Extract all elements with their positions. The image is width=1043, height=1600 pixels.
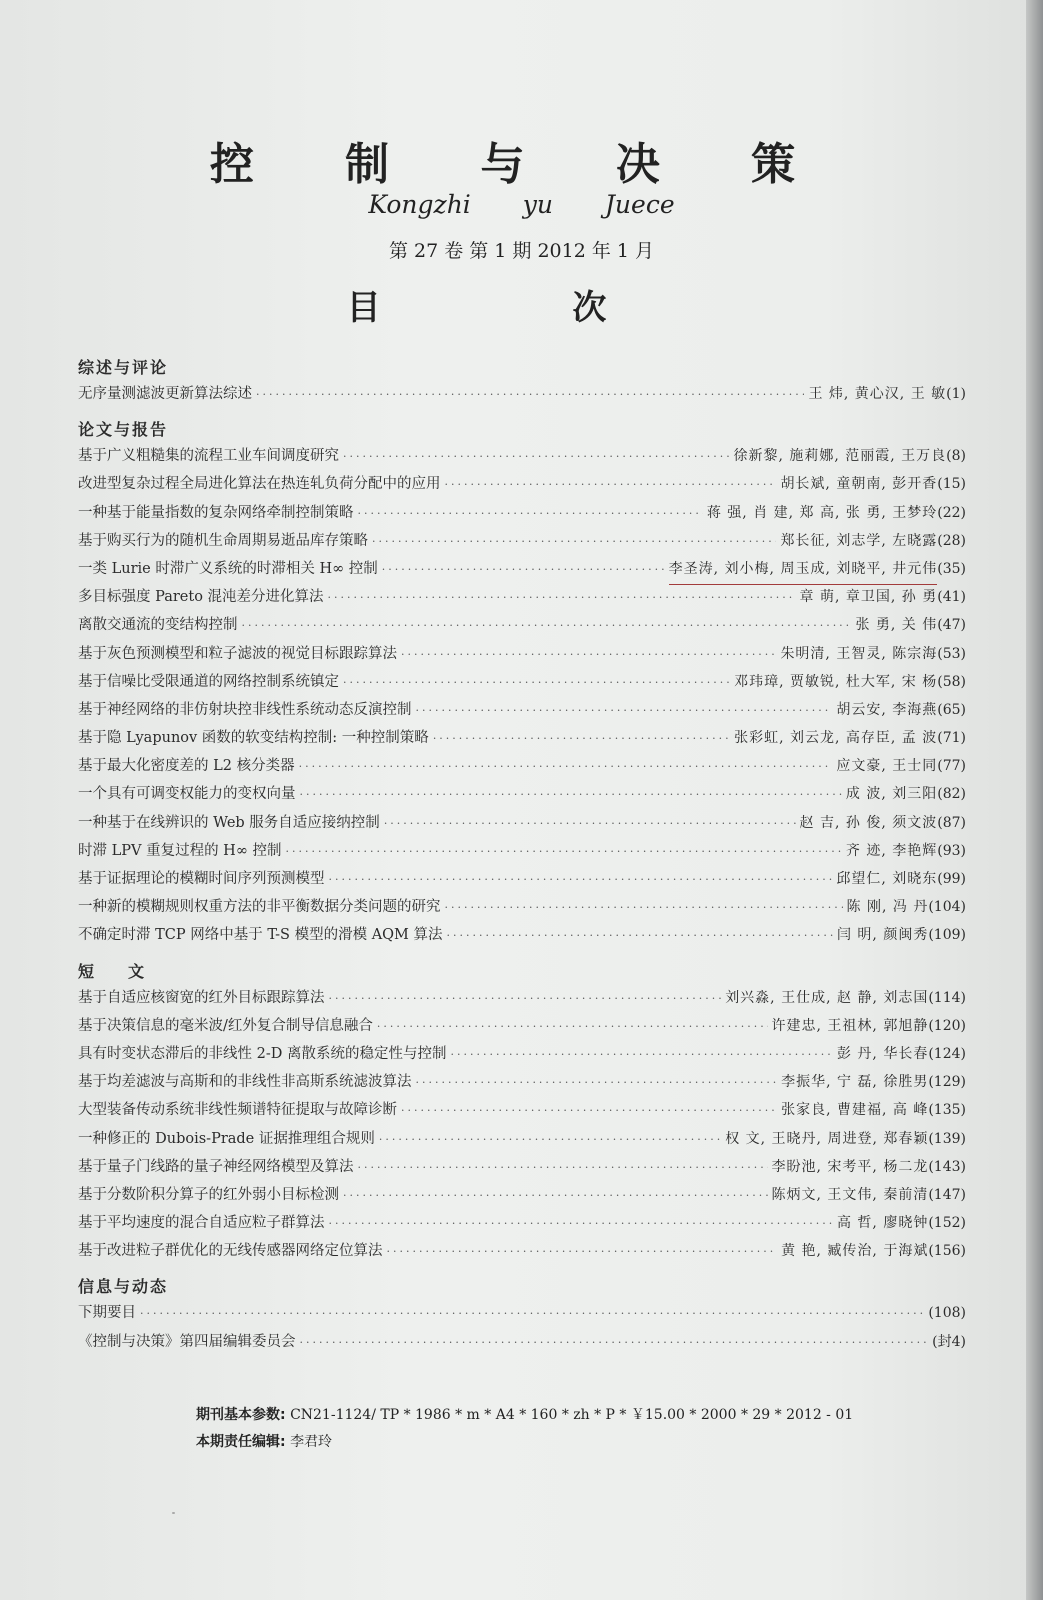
toc-entry[interactable] [78,837,966,865]
toc-entry[interactable] [78,921,966,949]
section-heading: 综述与评论 [78,358,169,377]
entry-authors: 章 萌, 章卫国, 孙 勇 [799,589,938,606]
dot-leader [300,781,842,809]
params-label: 期刊基本参数: [196,1407,286,1423]
entry-title: 基于分数阶积分算子的红外弱小目标检测 [78,1186,339,1203]
dot-leader [387,1238,778,1266]
entry-authors: 陈炳文, 王文伟, 秦前清 [771,1186,929,1203]
entry-page: (53) [937,645,966,662]
dot-leader [377,1013,768,1041]
entry-authors: 许建忠, 王祖林, 郭旭静 [771,1017,929,1034]
toc-entry[interactable] [78,380,966,408]
entry-page: (15) [937,476,966,493]
entry-page: (35) [937,560,966,577]
table-of-contents [78,352,966,1356]
entry-authors: 王 炜, 黄心汉, 王 敏 [808,386,947,402]
toc-entry[interactable] [78,583,966,611]
dot-leader [358,1154,768,1182]
section-heading: 论文与报告 [78,420,169,440]
entry-title: 改进型复杂过程全局进化算法在热连轧负荷分配中的应用 [78,476,441,493]
entry-page: (封4) [932,1333,966,1350]
entry-authors: 黄 艳, 臧传治, 于海斌 [781,1243,929,1260]
entry-title: 基于量子门线路的量子神经网络模型及算法 [78,1158,354,1175]
entry-title: 基于灰色预测模型和粒子滤波的视觉目标跟踪算法 [78,645,397,662]
entry-title: 一个具有可调变权能力的变权向量 [78,786,296,803]
dot-leader [140,1300,924,1328]
params-value: CN21-1124/ TP * 1986 * m * A4 * 160 * zh * P * ￥15.00 * 2000 * 29 * 2012 - 01 [290,1407,854,1423]
entry-authors: 齐 迹, 李艳辉 [845,842,938,859]
dot-leader [445,471,777,499]
section-heading: 信息与动态 [78,1277,169,1297]
entry-page: (104) [928,899,966,916]
toc-entry[interactable] [78,809,966,837]
entry-authors: 李振华, 宁 磊, 徐胜男 [781,1074,929,1091]
dot-leader [328,584,796,612]
contents-heading: 目 次 [346,288,697,328]
toc-entry[interactable] [78,865,966,893]
entry-page: (8) [946,448,966,465]
toc-entry[interactable] [78,752,966,780]
entry-page: (82) [937,786,966,803]
entry-title: 大型装备传动系统非线性频谱特征提取与故障诊断 [78,1102,397,1119]
entry-authors: 邱望仁, 刘晓东 [836,871,938,887]
entry-page: (58) [937,673,966,690]
dot-leader [416,1069,778,1097]
entry-page: (65) [937,701,966,718]
toc-entry[interactable] [78,1040,966,1068]
editor-line [196,1429,853,1456]
entry-page: (109) [928,927,966,944]
entry-authors: 胡长斌, 童朝南, 彭开香 [780,476,938,493]
entry-title: 离散交通流的变结构控制 [78,617,238,634]
entry-title: 基于最大化密度差的 L2 核分类器 [78,758,295,775]
entry-page: (124) [928,1045,966,1062]
entry-page: (139) [928,1130,966,1147]
entry-title: 基于改进粒子群优化的无线传感器网络定位算法 [78,1243,383,1260]
entry-authors: 成 波, 刘三阳 [845,786,938,803]
entry-page: (1) [946,386,966,402]
dot-leader [433,725,730,753]
entry-authors: 彭 丹, 华长春 [836,1045,929,1062]
entry-page: (108) [928,1305,966,1322]
dot-leader [382,556,665,584]
toc-entry[interactable] [78,1181,966,1209]
paper-speck [172,1512,175,1514]
toc-entry[interactable] [78,555,966,583]
entry-title: 基于神经网络的非仿射块控非线性系统动态反演控制 [78,701,412,718]
section-heading: 短文 [78,961,179,981]
entry-title: 基于自适应核窗宽的红外目标跟踪算法 [78,989,325,1006]
entry-authors: 胡云安, 李海燕 [836,701,938,718]
entry-page: (99) [937,871,966,887]
editor-value: 李君玲 [290,1434,333,1450]
dot-leader [329,866,833,894]
entry-page: (114) [928,989,966,1006]
entry-title: 多目标强度 Pareto 混沌差分进化算法 [78,589,324,606]
entry-page: (41) [937,589,966,606]
dot-leader [450,1041,833,1069]
entry-authors: 应文豪, 王士同 [836,758,938,775]
entry-title: 时滞 LPV 重复过程的 H∞ 控制 [78,842,282,859]
toc-entry[interactable] [78,1299,966,1327]
toc-entry[interactable] [78,499,966,527]
dot-leader [329,985,722,1013]
toc-entry[interactable] [78,1068,966,1096]
entry-authors: 高 哲, 廖晓钟 [836,1215,929,1232]
dot-leader [372,528,776,556]
toc-entry[interactable] [78,611,966,639]
entry-authors: 陈 刚, 冯 丹 [846,899,929,916]
dot-leader [256,381,804,409]
entry-title: 无序量测滤波更新算法综述 [78,386,252,402]
dot-leader [286,838,842,866]
entry-authors: 赵 吉, 孙 俊, 须文波 [799,814,938,831]
entry-title: 一类 Lurie 时滞广义系统的时滞相关 H∞ 控制 [78,560,378,577]
entry-authors: 郑长征, 刘志学, 左晓露 [780,532,938,549]
entry-title: 具有时变状态滞后的非线性 2-D 离散系统的稳定性与控制 [78,1045,447,1062]
toc-entry[interactable] [78,1237,966,1265]
entry-title: 基于平均速度的混合自适应粒子群算法 [78,1215,325,1232]
dot-leader [242,612,852,640]
dot-leader [401,1097,777,1125]
entry-title: 一种基于能量指数的复杂网络牵制控制策略 [78,504,354,521]
entry-title: 基于隐 Lyapunov 函数的软变结构控制: 一种控制策略 [78,730,429,747]
entry-title: 基于广义粗糙集的流程工业车间调度研究 [78,448,339,465]
entry-authors: 朱明清, 王智灵, 陈宗海 [780,645,938,662]
toc-entry[interactable] [78,724,966,752]
toc-entry[interactable] [78,780,966,808]
entry-authors: 张 勇, 关 伟 [855,617,938,634]
page-edge [1026,0,1043,1600]
dot-leader [447,922,833,950]
toc-entry[interactable] [78,1125,966,1153]
entry-authors: 邓玮璋, 贾敏锐, 杜大军, 宋 杨 [734,673,938,690]
entry-authors: 蒋 强, 肖 建, 郑 高, 张 勇, 王梦玲 [706,504,938,521]
toc-entry[interactable] [78,1209,966,1237]
dot-leader [379,1126,721,1154]
entry-title: 基于购买行为的随机生命周期易逝品库存策略 [78,532,368,549]
entry-page: (28) [937,532,966,549]
entry-title: 基于证据理论的模糊时间序列预测模型 [78,871,325,887]
toc-entry[interactable] [78,696,966,724]
toc-entry[interactable] [78,893,966,921]
entry-page: (152) [928,1215,966,1232]
entry-page: (47) [937,617,966,634]
toc-entry[interactable] [78,1153,966,1181]
entry-page: (156) [928,1243,966,1260]
dot-leader [416,697,833,725]
dot-leader [343,443,729,471]
dot-leader [445,894,843,922]
entry-page: (143) [928,1158,966,1175]
dot-leader [343,1182,768,1210]
dot-leader [384,810,796,838]
entry-title: 一种新的模糊规则权重方法的非平衡数据分类问题的研究 [78,899,441,916]
entry-authors: 李盼池, 宋考平, 杨二龙 [771,1158,929,1175]
entry-page: (22) [937,504,966,521]
entry-title: 基于均差滤波与高斯和的非线性非高斯系统滤波算法 [78,1074,412,1091]
entry-authors: 张家良, 曹建福, 高 峰 [781,1102,929,1119]
toc-entry[interactable] [78,470,966,498]
journal-pinyin: Kongzhi yu Juece [368,190,675,219]
entry-title: 《控制与决策》第四届编辑委员会 [78,1333,296,1350]
toc-entry[interactable] [78,1328,966,1356]
entry-title: 基于信噪比受限通道的网络控制系统镇定 [78,673,339,690]
entry-title: 一种修正的 Dubois-Prade 证据推理组合规则 [78,1130,375,1147]
entry-title: 基于决策信息的毫米波/红外复合制导信息融合 [78,1017,373,1034]
dot-leader [299,753,833,781]
dot-leader [329,1210,833,1238]
entry-page: (77) [937,758,966,775]
entry-page: (135) [928,1102,966,1119]
dot-leader [300,1329,929,1357]
entry-page: (87) [937,814,966,831]
entry-title: 一种基于在线辨识的 Web 服务自适应接纳控制 [78,814,380,831]
entry-authors: 徐新黎, 施莉娜, 范丽霞, 王万良 [733,448,947,465]
toc-entry[interactable] [78,1096,966,1124]
toc-entry[interactable] [78,640,966,668]
toc-entry[interactable] [78,442,966,470]
entry-authors: 张彩虹, 刘云龙, 高存臣, 孟 波 [734,730,938,747]
params-line [196,1402,853,1429]
entry-authors: 刘兴淼, 王仕成, 赵 静, 刘志国 [725,989,929,1006]
entry-page: (120) [928,1017,966,1034]
toc-entry[interactable] [78,1012,966,1040]
dot-leader [401,641,776,669]
journal-title: 控 制 与 决 策 [209,139,834,190]
entry-authors: 李圣涛, 刘小梅, 周玉成, 刘晓平, 井元伟 [669,555,938,585]
entry-page: (147) [928,1186,966,1203]
entry-page: (71) [937,730,966,747]
entry-page: (93) [937,842,966,859]
dot-leader [358,500,703,528]
dot-leader [343,669,730,697]
entry-authors: 闫 明, 颜闽秀 [836,927,929,944]
entry-page: (129) [928,1074,966,1091]
editor-label: 本期责任编辑: [196,1434,286,1450]
issue-info: 第 27 卷 第 1 期 2012 年 1 月 [388,240,655,262]
footer [196,1402,853,1456]
entry-authors: 权 文, 王晓丹, 周进登, 郑春颖 [725,1130,929,1147]
toc-entry[interactable] [78,984,966,1012]
toc-entry[interactable] [78,527,966,555]
toc-entry[interactable] [78,668,966,696]
entry-title: 下期要目 [78,1305,136,1322]
entry-title: 不确定时滞 TCP 网络中基于 T-S 模型的滑模 AQM 算法 [78,927,443,944]
